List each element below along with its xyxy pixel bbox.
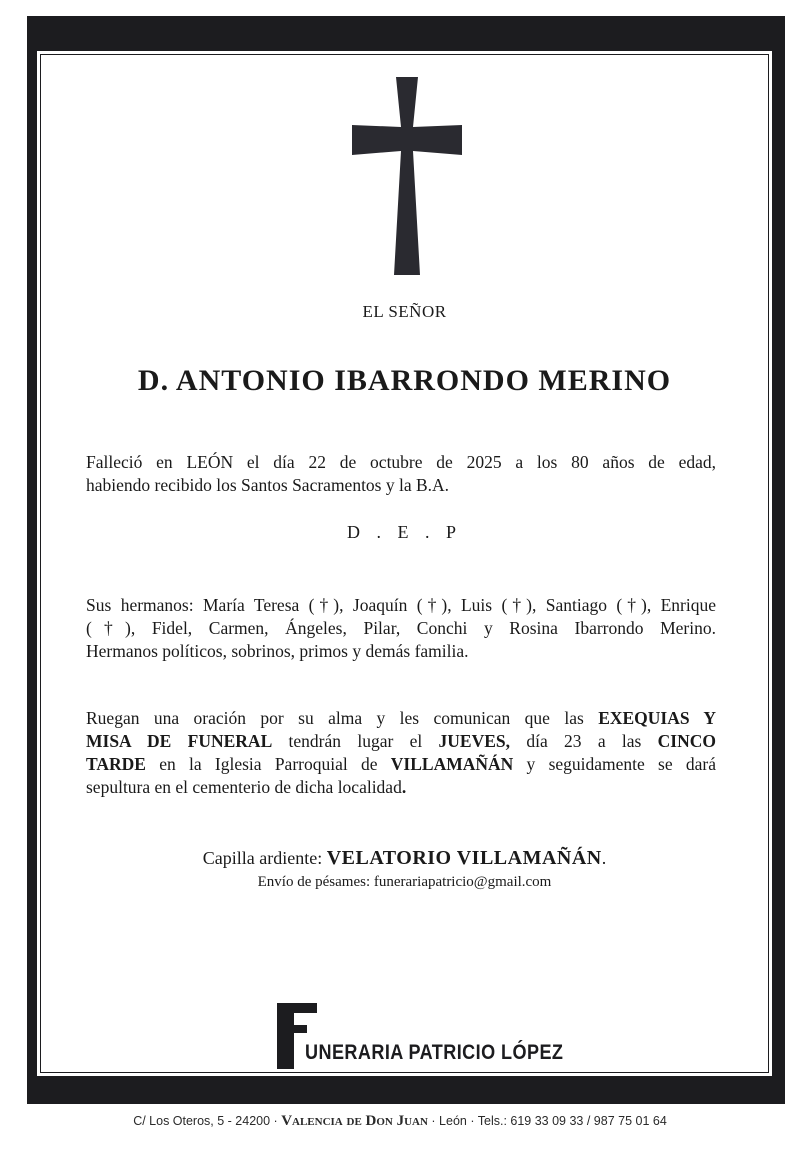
funeral-line — [86, 753, 716, 776]
funeral-line — [86, 730, 716, 753]
funeral-emphasis: JUEVES, — [438, 731, 511, 751]
funeral-emphasis: EXEQUIAS Y — [598, 708, 716, 728]
funeral-emphasis: CINCO — [657, 731, 716, 751]
death-line: habiendo recibido los Santos Sacramentos y la B.A. — [86, 475, 450, 495]
family-line: Hermanos políticos, sobrinos, primos y demás familia. — [86, 641, 469, 661]
funeral-emphasis: TARDE — [86, 754, 146, 774]
dep-text: D . E . P — [346, 522, 462, 542]
family-line: Sus hermanos: María Teresa (†), Joaquín (†), Luis (†), Santiago (†), Enrique — [86, 595, 716, 615]
logo-text: UNERARIA PATRICIO LÓPEZ — [305, 1041, 564, 1064]
funeral-text: y seguidamente se dará — [513, 754, 716, 774]
funeral-text: tendrán lugar el — [272, 731, 439, 751]
funeral-line — [86, 776, 716, 799]
funeral-text: Ruegan una oración por su alma y les comunican que las — [86, 708, 599, 728]
condolences-email: Envío de pésames: funerariapatricio@gmail.com — [257, 874, 552, 890]
chapel-line — [37, 847, 772, 870]
funeral-text: sepultura en el cementerio de dicha localidad — [86, 777, 402, 797]
footer-city: Valencia de Don Juan — [281, 1113, 428, 1129]
death-paragraph — [86, 451, 716, 497]
footer-address-text: C/ Los Oteros, 5 - 24200 · — [133, 1114, 282, 1128]
footer-contact: · León · Tels.: 619 33 09 33 / 987 75 01 64 — [427, 1114, 667, 1128]
deceased-name: D. ANTONIO IBARRONDO MERINO — [137, 364, 672, 397]
funeral-emphasis: VILLAMAÑÁN — [390, 754, 514, 774]
death-line: Falleció en LEÓN el día 22 de octubre de 2025 a los 80 años de edad, — [86, 452, 716, 472]
funeral-home-logo — [277, 1003, 564, 1069]
cross-icon — [352, 77, 462, 277]
family-line: (†), Fidel, Carmen, Ángeles, Pilar, Conchi y Rosina Ibarrondo Merino. — [86, 618, 716, 638]
chapel-value: VELATORIO VILLAMAÑÁN — [326, 847, 602, 869]
chapel-end: . — [601, 848, 607, 868]
funeral-paragraph — [86, 707, 716, 799]
footer-address — [0, 1113, 800, 1130]
family-paragraph — [86, 594, 716, 663]
funeral-text: en la Iglesia Parroquial de — [145, 754, 391, 774]
title-el-senor: EL SEÑOR — [362, 302, 447, 321]
funeral-emphasis: . — [401, 777, 407, 797]
funeral-line — [86, 707, 716, 730]
funeral-emphasis: MISA DE FUNERAL — [86, 731, 273, 751]
chapel-label: Capilla ardiente: — [202, 848, 327, 868]
funeral-text: día 23 a las — [510, 731, 658, 751]
